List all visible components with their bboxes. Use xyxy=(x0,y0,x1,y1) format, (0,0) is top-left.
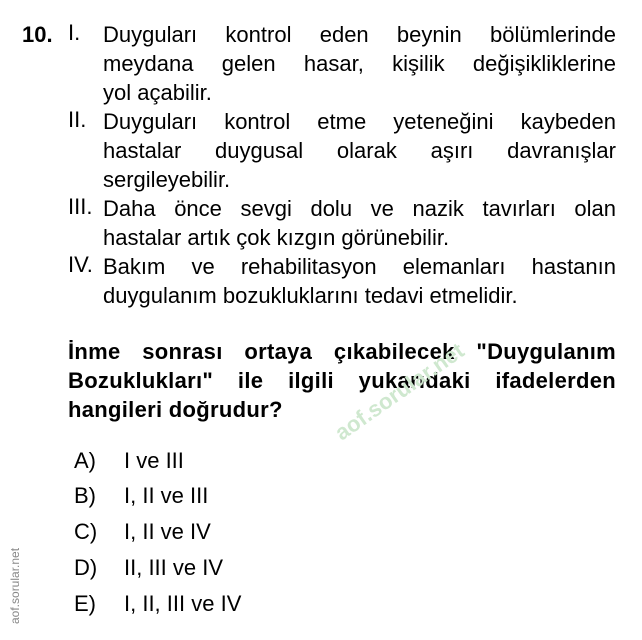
option-letter: A) xyxy=(74,448,96,473)
statement-1 xyxy=(68,20,616,107)
option-c[interactable] xyxy=(74,517,211,547)
side-label: aof.sorular.net xyxy=(8,547,22,624)
option-letter: B) xyxy=(74,483,96,508)
option-text: I, II ve IV xyxy=(124,519,211,544)
statement-line: hastalar duygusal olarak aşırı davranışlar xyxy=(103,138,616,163)
option-text: II, III ve IV xyxy=(124,555,224,580)
option-text: I, II ve III xyxy=(124,483,209,508)
option-e[interactable] xyxy=(74,589,241,619)
statement-line: Bakım ve rehabilitasyon elemanları hastanın xyxy=(103,254,616,279)
statement-line: duygulanım bozukluklarını tedavi etmelidir. xyxy=(103,283,518,308)
statement-label: I. xyxy=(68,20,81,45)
statement-line: Daha önce sevgi dolu ve nazik tavırları olan xyxy=(103,196,616,221)
stem-line: hangileri doğrudur? xyxy=(68,397,283,422)
option-b[interactable] xyxy=(74,481,208,511)
statement-label: II. xyxy=(68,107,87,132)
option-text: I ve III xyxy=(124,448,184,473)
question-number: 10. xyxy=(22,22,53,47)
statement-line: meydana gelen hasar, kişilik değişikliklerine xyxy=(103,51,616,76)
stem-line: İnme sonrası ortaya çıkabilecek "Duygulanım xyxy=(68,339,616,364)
statement-line: sergileyebilir. xyxy=(103,167,231,192)
question-stem xyxy=(68,337,616,424)
statement-2 xyxy=(68,107,616,194)
option-a[interactable] xyxy=(74,446,184,476)
statement-line: yol açabilir. xyxy=(103,80,212,105)
statement-label: III. xyxy=(68,194,93,219)
stem-line: Bozuklukları" ile ilgili yukarıdaki ifadelerden xyxy=(68,368,616,393)
option-d[interactable] xyxy=(74,553,223,583)
option-letter: E) xyxy=(74,591,96,616)
statement-4 xyxy=(68,252,616,310)
statement-3 xyxy=(68,194,616,252)
statement-line: Duyguları kontrol etme yeteneğini kaybeden xyxy=(103,109,616,134)
option-letter: C) xyxy=(74,519,98,544)
option-letter: D) xyxy=(74,555,98,580)
option-text: I, II, III ve IV xyxy=(124,591,242,616)
statement-line: Duyguları kontrol eden beynin bölümlerinde xyxy=(103,22,616,47)
statement-line: hastalar artık çok kızgın görünebilir. xyxy=(103,225,450,250)
statement-label: IV. xyxy=(68,252,93,277)
watermark: aof.sorular.net xyxy=(330,337,469,446)
